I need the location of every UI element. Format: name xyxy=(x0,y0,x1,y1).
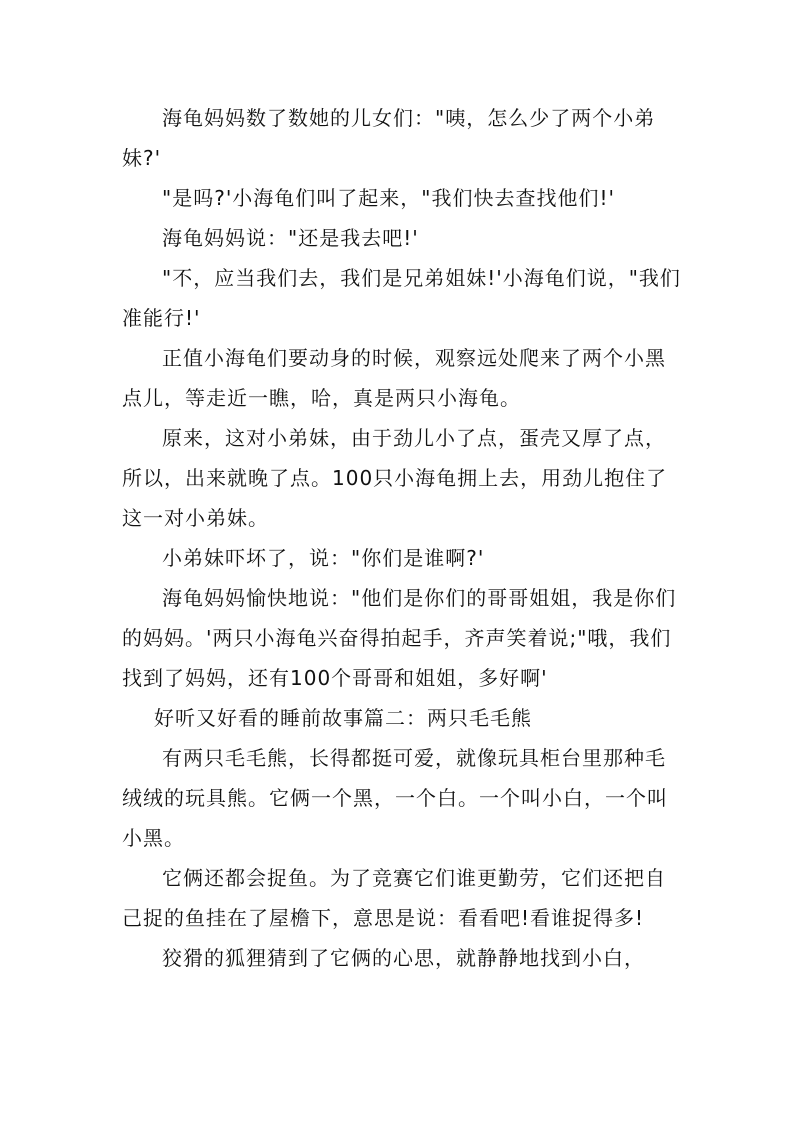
section-heading: 好听又好看的睡前故事篇二：两只毛毛熊 xyxy=(154,706,532,730)
paragraph: 海龟妈妈说："还是我去吧!' xyxy=(162,226,419,250)
paragraph: 正值小海龟们要动身的时候，观察远处爬来了两个小黑点儿，等走近一瞧，哈，真是两只小海龟。 xyxy=(122,346,666,410)
paragraph: 海龟妈妈愉快地说："他们是你们的哥哥姐姐，我是你们的妈妈。'两只小海龟兴奋得拍起手，齐声笑着说;"哦，我们找到了妈妈，还有100个哥哥和姐姐，多好啊' xyxy=(122,586,677,690)
paragraph: "是吗?'小海龟们叫了起来，"我们快去查找他们!' xyxy=(162,186,616,210)
paragraph: 狡猾的狐狸猜到了它俩的心思，就静静地找到小白， xyxy=(162,946,645,970)
paragraph: "不，应当我们去，我们是兄弟姐妹!'小海龟们说，"我们准能行!' xyxy=(122,266,681,330)
paragraph: 原来，这对小弟妹，由于劲儿小了点，蛋壳又厚了点，所以，出来就晚了点。100只小海龟拥上去，用劲儿抱住了这一对小弟妹。 xyxy=(122,426,668,530)
paragraph: 小弟妹吓坏了，说："你们是谁啊?' xyxy=(162,546,485,570)
paragraph: 有两只毛毛熊，长得都挺可爱，就像玩具柜台里那种毛绒绒的玩具熊。它俩一个黑，一个白。一个叫小白，一个叫小黑。 xyxy=(122,746,668,850)
document-body xyxy=(122,98,682,978)
paragraph: 它俩还都会捉鱼。为了竞赛它们谁更勤劳，它们还把自己捉的鱼挂在了屋檐下，意思是说：看看吧!看谁捉得多! xyxy=(122,866,666,930)
paragraph: 海龟妈妈数了数她的儿女们："咦，怎么少了两个小弟妹?' xyxy=(122,106,656,170)
